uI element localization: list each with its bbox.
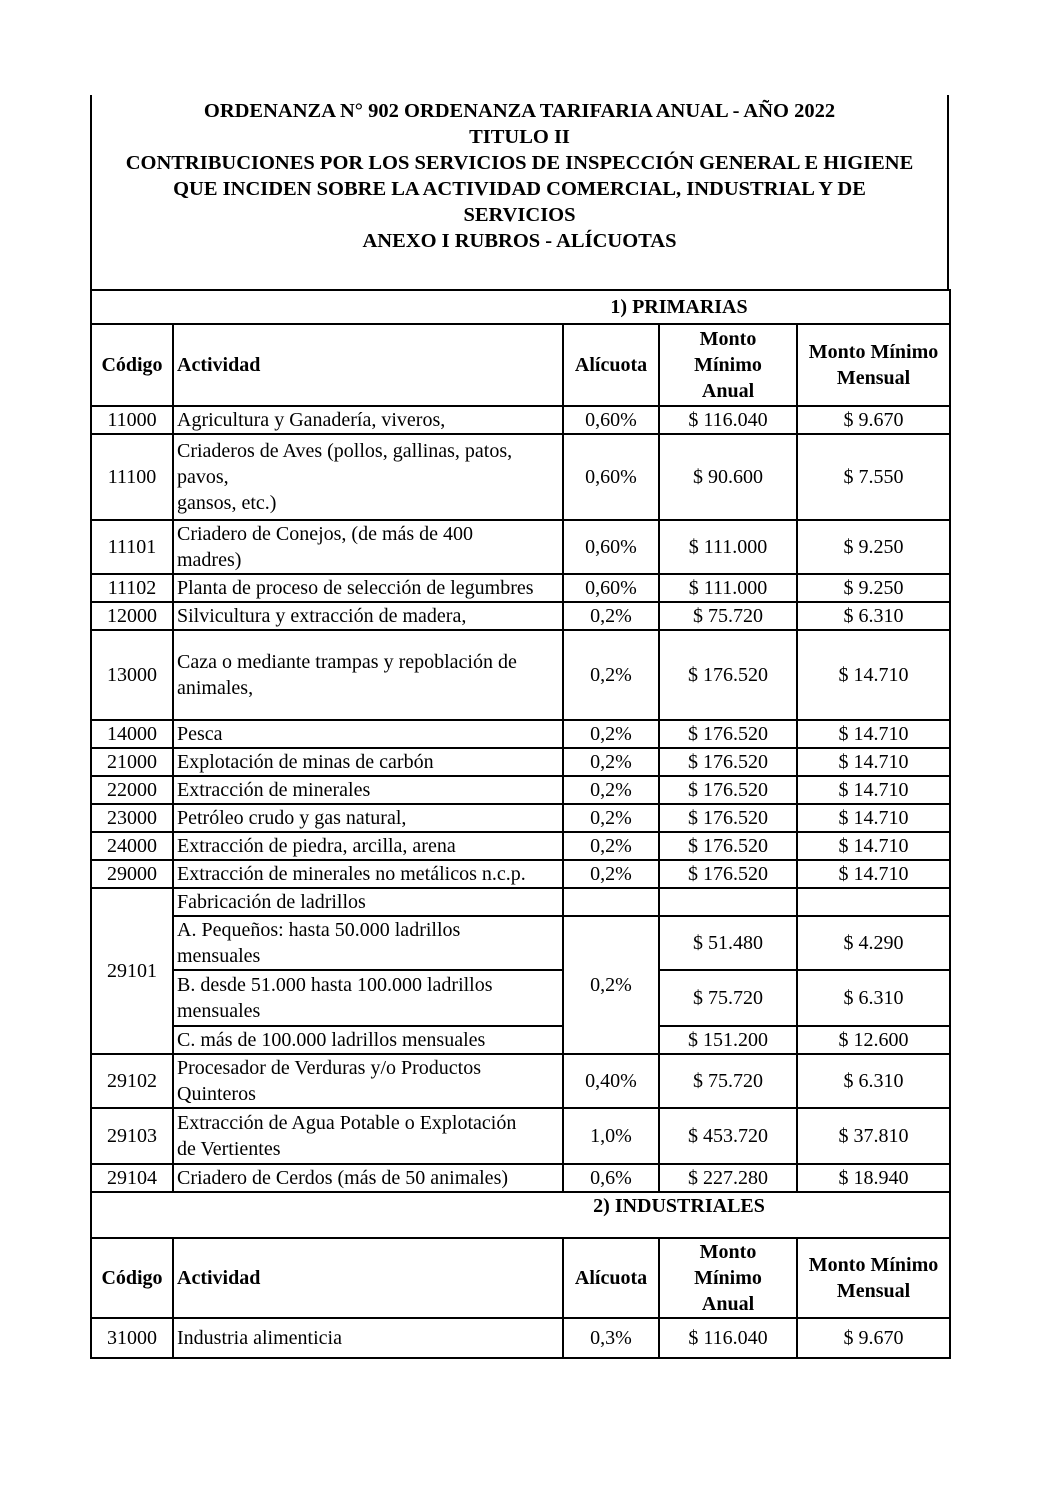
cell-activity — [173, 520, 563, 574]
cell-annual: $ 176.520 — [659, 720, 797, 748]
table-row — [91, 1164, 950, 1192]
cell-monthly: $ 18.940 — [797, 1164, 950, 1192]
cell-annual: $ 111.000 — [659, 574, 797, 602]
table-row — [91, 860, 950, 888]
col-header-activity: Actividad — [173, 324, 563, 406]
cell-rate: 0,2% — [563, 602, 659, 630]
cell-monthly: $ 14.710 — [797, 804, 950, 832]
section-title-row — [91, 1192, 950, 1238]
header-line-titulo: TITULO II — [469, 126, 570, 148]
cell-code: 12000 — [91, 602, 173, 630]
cell-activity-line: Caza o mediante trampas y repoblación de — [177, 651, 517, 673]
cell-activity — [173, 434, 563, 520]
cell-rate: 0,6% — [563, 1164, 659, 1192]
cell-rate: 0,2% — [563, 748, 659, 776]
table-row — [91, 1054, 950, 1108]
cell-activity-line: madres) — [177, 549, 242, 571]
cell-monthly: $ 9.670 — [797, 406, 950, 434]
col-header-code: Código — [91, 324, 173, 406]
cell-code: 29101 — [91, 888, 173, 1054]
col-header-monthly-line: Monto Mínimo — [808, 1254, 939, 1276]
cell-rate: 0,2% — [563, 860, 659, 888]
cell-monthly: $ 14.710 — [797, 776, 950, 804]
cell-code: 31000 — [91, 1318, 173, 1358]
col-header-annual-line: Anual — [701, 1293, 755, 1315]
cell-activity-line: Procesador de Verduras y/o Productos — [177, 1057, 482, 1079]
cell-activity: Silvicultura y extracción de madera, — [173, 602, 563, 630]
cell-rate-empty — [563, 888, 659, 916]
cell-activity: C. más de 100.000 ladrillos mensuales — [173, 1026, 563, 1054]
cell-monthly: $ 4.290 — [797, 916, 950, 970]
col-header-annual-line: Monto — [699, 1241, 757, 1263]
cell-code: 11100 — [91, 434, 173, 520]
cell-annual: $ 176.520 — [659, 832, 797, 860]
cell-code: 29104 — [91, 1164, 173, 1192]
cell-annual: $ 75.720 — [659, 602, 797, 630]
cell-activity-line: B. desde 51.000 hasta 100.000 ladrillos — [177, 974, 493, 996]
cell-activity: Explotación de minas de carbón — [173, 748, 563, 776]
cell-rate: 0,2% — [563, 776, 659, 804]
cell-activity — [173, 1108, 563, 1164]
cell-monthly: $ 7.550 — [797, 434, 950, 520]
cell-rate: 0,3% — [563, 1318, 659, 1358]
table-row — [91, 832, 950, 860]
cell-monthly: $ 6.310 — [797, 602, 950, 630]
cell-annual: $ 176.520 — [659, 860, 797, 888]
header-line-contribuciones: CONTRIBUCIONES POR LOS SERVICIOS DE INSPECCIÓN GENERAL E HIGIENE — [125, 152, 914, 174]
cell-activity-line: animales, — [177, 677, 254, 699]
cell-monthly-empty — [797, 888, 950, 916]
header-line-servicios: SERVICIOS — [463, 204, 576, 226]
cell-code: 13000 — [91, 630, 173, 720]
table-row — [91, 1318, 950, 1358]
cell-annual-empty — [659, 888, 797, 916]
cell-activity: Extracción de minerales — [173, 776, 563, 804]
cell-activity — [173, 630, 563, 720]
table-row — [91, 574, 950, 602]
table-row — [91, 434, 950, 520]
cell-activity: Industria alimenticia — [173, 1318, 563, 1358]
cell-rate: 0,2% — [563, 916, 659, 1054]
cell-activity — [173, 1054, 563, 1108]
table-row-bricks-c — [91, 1026, 950, 1054]
cell-monthly: $ 6.310 — [797, 970, 950, 1026]
cell-activity-line: pavos, — [177, 466, 229, 488]
cell-monthly: $ 14.710 — [797, 630, 950, 720]
cell-activity: Extracción de minerales no metálicos n.c.p. — [173, 860, 563, 888]
cell-activity — [173, 916, 563, 970]
col-header-monthly — [797, 324, 950, 406]
cell-monthly: $ 6.310 — [797, 1054, 950, 1108]
cell-rate: 1,0% — [563, 1108, 659, 1164]
header-line-inciden: QUE INCIDEN SOBRE LA ACTIVIDAD COMERCIAL, INDUSTRIAL Y DE — [173, 178, 866, 200]
rates-table — [90, 289, 951, 1359]
header-line-anexo: ANEXO I RUBROS - ALÍCUOTAS — [362, 230, 677, 252]
cell-annual: $ 90.600 — [659, 434, 797, 520]
table-row — [91, 406, 950, 434]
cell-rate: 0,60% — [563, 434, 659, 520]
table-row — [91, 720, 950, 748]
cell-code: 11102 — [91, 574, 173, 602]
cell-activity: Pesca — [173, 720, 563, 748]
cell-code: 24000 — [91, 832, 173, 860]
cell-annual: $ 75.720 — [659, 1054, 797, 1108]
cell-rate: 0,2% — [563, 832, 659, 860]
table-row — [91, 804, 950, 832]
cell-rate: 0,2% — [563, 804, 659, 832]
cell-annual: $ 111.000 — [659, 520, 797, 574]
document-header — [90, 95, 949, 289]
col-header-activity: Actividad — [173, 1238, 563, 1318]
section-title-primarias: 1) PRIMARIAS — [91, 290, 950, 324]
cell-annual: $ 227.280 — [659, 1164, 797, 1192]
cell-activity — [173, 970, 563, 1026]
col-header-rate: Alícuota — [563, 1238, 659, 1318]
cell-code: 22000 — [91, 776, 173, 804]
cell-monthly: $ 9.670 — [797, 1318, 950, 1358]
cell-activity-line: Extracción de Agua Potable o Explotación — [177, 1112, 517, 1134]
column-header-row — [91, 324, 950, 406]
cell-activity: Fabricación de ladrillos — [173, 888, 563, 916]
cell-activity-line: Criadero de Conejos, (de más de 400 — [177, 523, 474, 545]
cell-rate: 0,40% — [563, 1054, 659, 1108]
cell-code: 29102 — [91, 1054, 173, 1108]
cell-rate: 0,2% — [563, 720, 659, 748]
section-title-industriales: 2) INDUSTRIALES — [91, 1192, 950, 1238]
cell-activity: Planta de proceso de selección de legumbres — [173, 574, 563, 602]
cell-rate: 0,60% — [563, 574, 659, 602]
cell-code: 11101 — [91, 520, 173, 574]
col-header-annual — [659, 324, 797, 406]
cell-annual: $ 116.040 — [659, 1318, 797, 1358]
cell-annual: $ 176.520 — [659, 776, 797, 804]
cell-annual: $ 453.720 — [659, 1108, 797, 1164]
column-header-row — [91, 1238, 950, 1318]
table-row-bricks-b — [91, 970, 950, 1026]
cell-activity-line: A. Pequeños: hasta 50.000 ladrillos — [177, 919, 461, 941]
cell-monthly: $ 9.250 — [797, 520, 950, 574]
cell-activity: Extracción de piedra, arcilla, arena — [173, 832, 563, 860]
cell-activity-line: mensuales — [177, 1000, 261, 1022]
col-header-monthly — [797, 1238, 950, 1318]
col-header-monthly-line: Mensual — [836, 1280, 911, 1302]
col-header-annual-line: Anual — [701, 380, 755, 402]
cell-activity-line: Criaderos de Aves (pollos, gallinas, patos, — [177, 440, 513, 462]
cell-annual: $ 151.200 — [659, 1026, 797, 1054]
ordinance-document — [90, 95, 949, 1359]
col-header-rate: Alícuota — [563, 324, 659, 406]
col-header-annual — [659, 1238, 797, 1318]
cell-annual: $ 51.480 — [659, 916, 797, 970]
table-row — [91, 520, 950, 574]
cell-code: 29103 — [91, 1108, 173, 1164]
table-row — [91, 630, 950, 720]
cell-monthly: $ 14.710 — [797, 748, 950, 776]
table-row — [91, 748, 950, 776]
cell-code: 14000 — [91, 720, 173, 748]
cell-annual: $ 116.040 — [659, 406, 797, 434]
cell-monthly: $ 14.710 — [797, 860, 950, 888]
header-line-title: ORDENANZA N° 902 ORDENANZA TARIFARIA ANUAL - AÑO 2022 — [203, 100, 836, 122]
cell-activity-line: de Vertientes — [177, 1138, 281, 1160]
cell-rate: 0,60% — [563, 406, 659, 434]
cell-activity: Agricultura y Ganadería, viveros, — [173, 406, 563, 434]
cell-annual: $ 176.520 — [659, 804, 797, 832]
cell-monthly: $ 12.600 — [797, 1026, 950, 1054]
col-header-monthly-line: Monto Mínimo — [808, 341, 939, 363]
cell-monthly: $ 14.710 — [797, 832, 950, 860]
cell-rate: 0,60% — [563, 520, 659, 574]
cell-annual: $ 176.520 — [659, 748, 797, 776]
table-row-bricks-a — [91, 916, 950, 970]
cell-activity-line: gansos, etc.) — [177, 492, 277, 514]
table-row — [91, 1108, 950, 1164]
col-header-annual-line: Mínimo — [694, 1267, 762, 1289]
cell-activity-line: mensuales — [177, 945, 261, 967]
table-row — [91, 776, 950, 804]
cell-code: 11000 — [91, 406, 173, 434]
cell-code: 21000 — [91, 748, 173, 776]
cell-activity: Criadero de Cerdos (más de 50 animales) — [173, 1164, 563, 1192]
col-header-annual-line: Monto — [699, 328, 757, 350]
cell-annual: $ 75.720 — [659, 970, 797, 1026]
col-header-code: Código — [91, 1238, 173, 1318]
cell-activity-line: Quinteros — [177, 1083, 256, 1105]
col-header-monthly-line: Mensual — [836, 367, 911, 389]
cell-code: 23000 — [91, 804, 173, 832]
table-row — [91, 602, 950, 630]
section-title-row — [91, 290, 950, 324]
cell-annual: $ 176.520 — [659, 630, 797, 720]
cell-monthly: $ 37.810 — [797, 1108, 950, 1164]
cell-activity: Petróleo crudo y gas natural, — [173, 804, 563, 832]
cell-rate: 0,2% — [563, 630, 659, 720]
cell-code: 29000 — [91, 860, 173, 888]
cell-monthly: $ 9.250 — [797, 574, 950, 602]
cell-monthly: $ 14.710 — [797, 720, 950, 748]
table-row-bricks-title — [91, 888, 950, 916]
col-header-annual-line: Mínimo — [694, 354, 762, 376]
